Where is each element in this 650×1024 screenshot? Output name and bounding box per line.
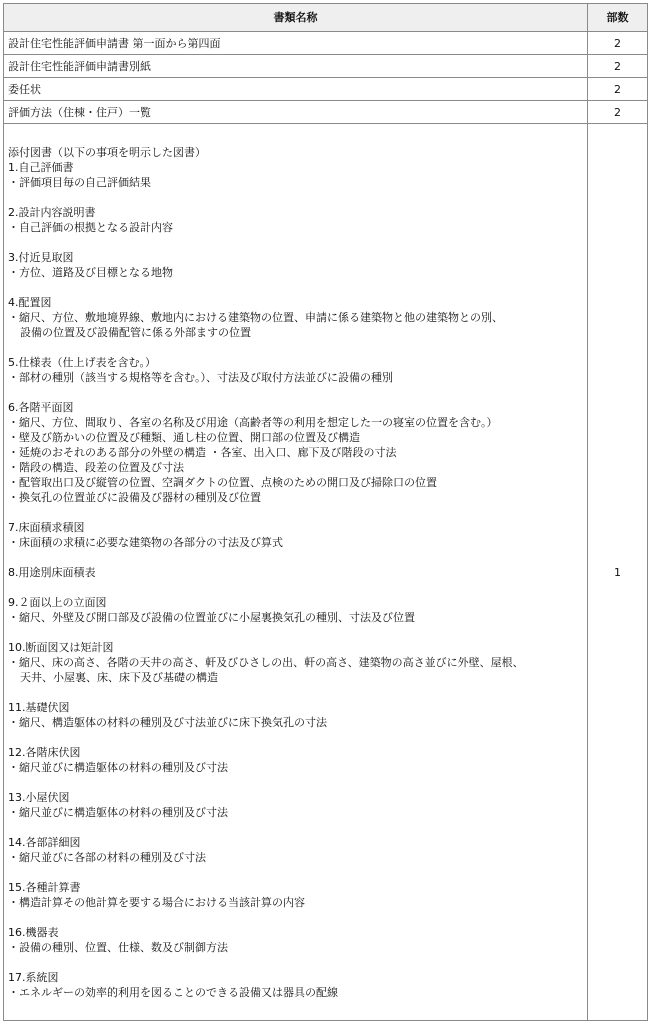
attachment-section [8, 565, 583, 580]
attachment-item: ・構造計算その他計算を要する場合における当該計算の内容 [8, 895, 305, 909]
attachment-section [8, 790, 583, 820]
attachment-section-title: 10.断面図又は矩計図 [8, 640, 114, 654]
row-count: 2 [588, 55, 648, 78]
attachment-section [8, 520, 583, 550]
attachment-item: ・床面積の求積に必要な建築物の各部分の寸法及び算式 [8, 535, 283, 549]
attachment-section [8, 880, 583, 910]
table-row [4, 101, 648, 124]
attachment-item: ・縮尺、床の高さ、各階の天井の高さ、軒及びひさしの出、軒の高さ、建築物の高さ並びに外壁、屋根、 [8, 655, 524, 669]
table-row [4, 78, 648, 101]
attachments-title: 添付図書（以下の事項を明示した図書） [8, 145, 206, 159]
attachment-section [8, 970, 583, 1000]
attachment-item: ・部材の種別（該当する規格等を含む。）、寸法及び取付方法並びに設備の種別 [8, 370, 393, 384]
attachment-item: ・階段の構造、段差の位置及び寸法 [8, 460, 184, 474]
attachment-item: ・縮尺、方位、間取り、各室の名称及び用途（高齢者等の利用を想定した一の寝室の位置を含む。） [8, 415, 498, 429]
attachment-item: ・縮尺並びに各部の材料の種別及び寸法 [8, 850, 206, 864]
row-name: 設計住宅性能評価申請書 第一面から第四面 [4, 32, 588, 55]
attachment-section-title: 6.各階平面図 [8, 400, 74, 414]
attachment-section-title: 3.付近見取図 [8, 250, 74, 264]
attachment-section-title: 15.各種計算書 [8, 880, 81, 894]
attachment-section [8, 925, 583, 955]
attachment-section-title: 2.設計内容説明書 [8, 205, 96, 219]
attachment-item: ・縮尺並びに構造躯体の材料の種別及び寸法 [8, 805, 228, 819]
attachment-item: ・自己評価の根拠となる設計内容 [8, 220, 173, 234]
attachment-section [8, 835, 583, 865]
attachments-row [4, 124, 648, 1021]
attachment-section [8, 400, 583, 505]
attachment-section [8, 640, 583, 685]
attachment-section-title: 7.床面積求積図 [8, 520, 85, 534]
row-count: 2 [588, 32, 648, 55]
attachment-section [8, 160, 583, 190]
attachment-section [8, 700, 583, 730]
attachments-cell [4, 124, 588, 1021]
attachment-item: ・評価項目毎の自己評価結果 [8, 175, 151, 189]
row-name: 委任状 [4, 78, 588, 101]
table-row [4, 55, 648, 78]
attachment-section [8, 250, 583, 280]
attachment-section-title: 14.各部詳細図 [8, 835, 81, 849]
attachment-section [8, 295, 583, 340]
attachment-item-continuation: 設備の位置及び設備配管に係る外部ますの位置 [20, 325, 251, 339]
attachment-item: ・配管取出口及び縦管の位置、空調ダクトの位置、点検のための開口及び掃除口の位置 [8, 475, 437, 489]
attachment-section-title: 11.基礎伏図 [8, 700, 70, 714]
attachment-item: ・縮尺並びに構造躯体の材料の種別及び寸法 [8, 760, 228, 774]
attachment-section [8, 595, 583, 625]
row-count: 2 [588, 101, 648, 124]
header-row [4, 4, 648, 32]
attachment-section-title: 17.系統図 [8, 970, 59, 984]
attachment-section-title: 8.用途別床面積表 [8, 565, 96, 579]
attachment-item-continuation: 天井、小屋裏、床、床下及び基礎の構造 [20, 670, 218, 684]
attachment-section-title: 12.各階床伏図 [8, 745, 81, 759]
attachment-sections [8, 160, 583, 1000]
attachment-section-title: 5.仕様表（仕上げ表を含む。） [8, 355, 156, 369]
attachment-section-title: 9.２面以上の立面図 [8, 595, 107, 609]
attachment-section [8, 205, 583, 235]
attachment-item: ・エネルギーの効率的利用を図ることのできる設備又は器具の配線 [8, 985, 338, 999]
header-copies: 部数 [588, 4, 648, 32]
attachment-item: ・縮尺、方位、敷地境界線、敷地内における建築物の位置、申請に係る建築物と他の建築物との別、 [8, 310, 503, 324]
row-count: 2 [588, 78, 648, 101]
row-name: 設計住宅性能評価申請書別紙 [4, 55, 588, 78]
attachment-item: ・設備の種別、位置、仕様、数及び制御方法 [8, 940, 228, 954]
header-document-name: 書類名称 [4, 4, 588, 32]
attachment-section-title: 1.自己評価書 [8, 160, 74, 174]
attachment-section-title: 4.配置図 [8, 295, 52, 309]
document-table [3, 3, 648, 1021]
attachment-item: ・延焼のおそれのある部分の外壁の構造 ・各室、出入口、廊下及び階段の寸法 [8, 445, 397, 459]
attachment-item: ・縮尺、構造躯体の材料の種別及び寸法並びに床下換気孔の寸法 [8, 715, 327, 729]
table-row [4, 32, 648, 55]
attachments-count: 1 [588, 124, 648, 1021]
attachment-section [8, 745, 583, 775]
attachment-item: ・縮尺、外壁及び開口部及び設備の位置並びに小屋裏換気孔の種別、寸法及び位置 [8, 610, 415, 624]
attachment-item: ・壁及び筋かいの位置及び種類、通し柱の位置、開口部の位置及び構造 [8, 430, 360, 444]
row-name: 評価方法（住棟・住戸）一覧 [4, 101, 588, 124]
attachment-item: ・換気孔の位置並びに設備及び器材の種別及び位置 [8, 490, 261, 504]
attachment-section-title: 13.小屋伏図 [8, 790, 70, 804]
attachment-section [8, 355, 583, 385]
attachment-section-title: 16.機器表 [8, 925, 59, 939]
attachment-item: ・方位、道路及び目標となる地物 [8, 265, 173, 279]
